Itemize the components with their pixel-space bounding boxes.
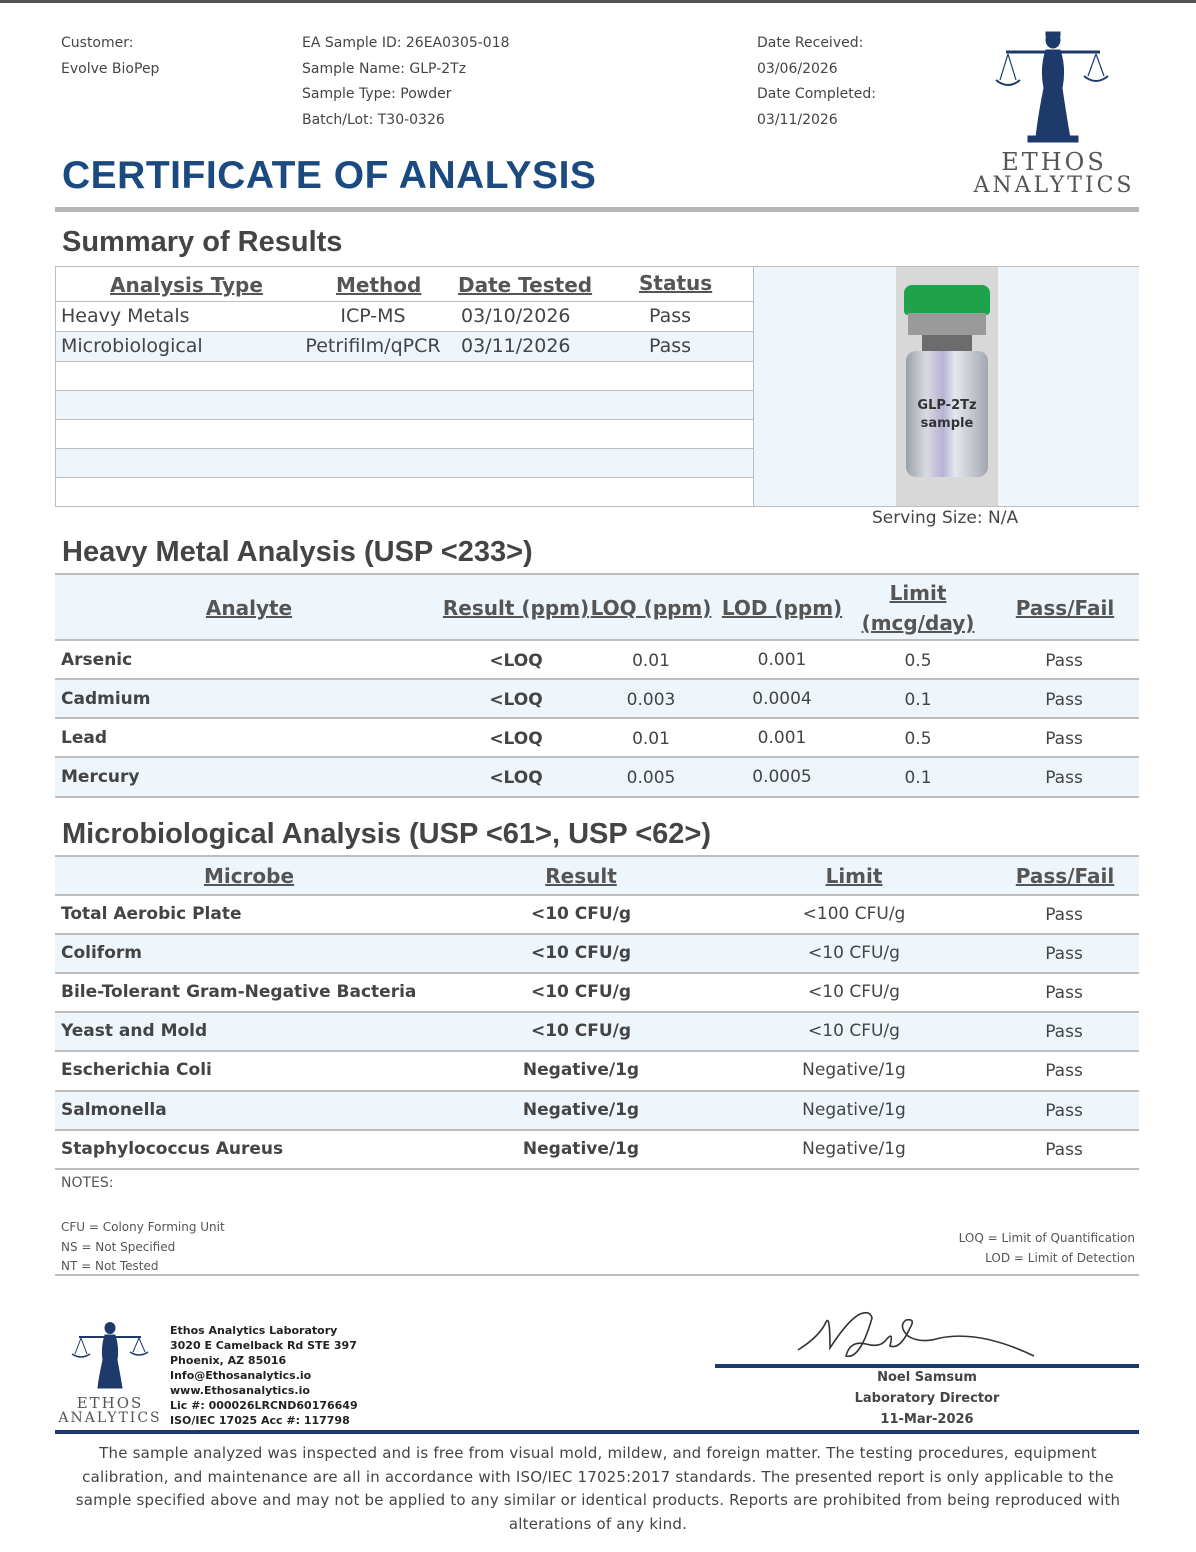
microbe-name: Coliform [61, 943, 142, 963]
footer-logo [55, 1320, 165, 1430]
pass-fail-cell: Pass [1045, 1140, 1083, 1160]
table-row [55, 974, 1139, 1013]
note-cfu: CFU = Colony Forming Unit [61, 1220, 225, 1234]
table-row [55, 641, 1139, 680]
lab-license: Lic #: 000026LRCND60176649 [170, 1399, 358, 1412]
summary-row [56, 302, 753, 332]
summary-heading: Summary of Results [62, 226, 343, 258]
result-cell: <10 CFU/g [530, 982, 632, 1002]
date-received: 03/06/2026 [757, 60, 838, 77]
result-cell: Negative/1g [522, 1060, 640, 1080]
pass-fail-cell: Pass [1045, 651, 1083, 671]
customer-block [61, 31, 159, 82]
pass-fail-cell: Pass [1045, 729, 1083, 749]
microbe-name: Bile-Tolerant Gram-Negative Bacteria [61, 982, 417, 1002]
loq-cell: 0.01 [632, 729, 670, 749]
lab-address-1: 3020 E Camelback Rd STE 397 [170, 1339, 357, 1352]
vial-label-line-2: sample [920, 416, 974, 431]
lod-cell: 0.0004 [752, 689, 812, 709]
col-lod: LOD (ppm) [721, 596, 843, 620]
table-row [55, 1052, 1139, 1092]
loq-cell: 0.005 [626, 768, 676, 788]
sample-photo [753, 267, 1139, 506]
result-cell: <LOQ [489, 729, 543, 749]
analyte-name: Arsenic [61, 650, 133, 670]
limit-cell: <10 CFU/g [808, 1021, 900, 1041]
lab-info [170, 1323, 358, 1428]
pass-fail-cell: Pass [1045, 1101, 1083, 1121]
serving-size: Serving Size: N/A [872, 508, 1019, 528]
vial-cap [904, 285, 990, 315]
date-received-label: Date Received: [757, 35, 864, 51]
loq-cell: 0.01 [632, 651, 670, 671]
customer-label: Customer: [61, 35, 134, 51]
footer-logo-line-2: ANALYTICS [58, 1410, 162, 1426]
analyte-name: Mercury [61, 767, 140, 787]
limit-cell: Negative/1g [802, 1100, 906, 1120]
sample-id: EA Sample ID: 26EA0305-018 [302, 35, 510, 51]
lab-address-2: Phoenix, AZ 85016 [170, 1354, 287, 1367]
col-result: Result (ppm) [442, 596, 590, 620]
vial-image [896, 267, 998, 506]
note-nt: NT = Not Tested [61, 1259, 159, 1273]
summary-empty-row [56, 420, 753, 449]
table-row [55, 896, 1139, 935]
pass-fail-cell: Pass [1045, 768, 1083, 788]
limit-cell: 0.1 [904, 690, 932, 710]
summary-table [55, 266, 1139, 507]
loq-cell: 0.003 [626, 690, 676, 710]
dates-block [757, 31, 876, 133]
justice-scale-icon [55, 1320, 165, 1392]
date-completed-label: Date Completed: [757, 86, 876, 102]
title-rule [55, 207, 1139, 212]
lod-cell: 0.001 [757, 650, 807, 670]
director-signature [790, 1300, 1050, 1368]
lab-website: www.Ethosanalytics.io [170, 1384, 310, 1397]
analyte-name: Cadmium [61, 689, 151, 709]
table-row [55, 1092, 1139, 1131]
sample-type: Sample Type: Powder [302, 86, 452, 102]
summary-cell: Petrifilm/qPCR [305, 335, 441, 357]
date-completed: 03/11/2026 [757, 111, 838, 128]
limit-cell: 0.5 [904, 729, 932, 749]
summary-empty-row [56, 362, 753, 391]
result-cell: <LOQ [489, 651, 543, 671]
summary-empty-row [56, 478, 753, 506]
notes-right [959, 1229, 1135, 1268]
heavy-metal-heading: Heavy Metal Analysis (USP <233>) [62, 536, 533, 568]
justice-scale-icon [968, 28, 1140, 146]
microbe-name: Yeast and Mold [61, 1021, 208, 1041]
note-ns: NS = Not Specified [61, 1239, 176, 1254]
result-cell: <10 CFU/g [530, 1021, 632, 1041]
table-row [55, 719, 1139, 758]
lab-iso: ISO/IEC 17025 Acc #: 117798 [170, 1414, 350, 1427]
micro-header-row [55, 857, 1139, 896]
micro-table [55, 855, 1139, 1170]
table-row [55, 1013, 1139, 1052]
col-loq: LOQ (ppm) [590, 596, 712, 620]
pass-fail-cell: Pass [1045, 905, 1083, 925]
logo-line-1: ETHOS [1001, 148, 1107, 176]
col-status: Status [639, 271, 713, 295]
col-date-tested: Date Tested [458, 273, 593, 297]
footer-rule [55, 1430, 1139, 1434]
vial-label [896, 397, 998, 433]
page-title: CERTIFICATE OF ANALYSIS [62, 154, 597, 197]
summary-empty-row [56, 449, 753, 478]
ethos-logo [968, 28, 1140, 200]
micro-heading: Microbiological Analysis (USP <61>, USP <62>) [62, 818, 712, 850]
summary-header-row [56, 267, 753, 302]
lab-email: Info@Ethosanalytics.io [170, 1369, 312, 1382]
limit-cell: 0.1 [904, 768, 932, 788]
col-limit: Limit [825, 864, 883, 888]
col-pass-fail: Pass/Fail [1015, 864, 1115, 888]
pass-fail-cell: Pass [1045, 983, 1083, 1003]
summary-cell: Pass [648, 335, 692, 357]
col-pass-fail: Pass/Fail [1015, 596, 1115, 620]
col-limit: Limit [889, 581, 947, 605]
notes-left [61, 1218, 225, 1277]
pass-fail-cell: Pass [1045, 1022, 1083, 1042]
summary-cell: Microbiological [61, 335, 203, 357]
signature-date: 11-Mar-2026 [880, 1412, 974, 1427]
col-analyte: Analyte [205, 596, 293, 620]
director-name: Noel Samsum [877, 1370, 977, 1385]
col-limit-unit: (mcg/day) [861, 611, 975, 635]
lod-cell: 0.001 [757, 728, 807, 748]
result-cell: <10 CFU/g [530, 943, 632, 963]
table-row [55, 1131, 1139, 1170]
vial-crimp [908, 313, 986, 335]
notes-rule [55, 1274, 1139, 1276]
result-cell: <10 CFU/g [530, 904, 632, 924]
result-cell: Negative/1g [522, 1139, 640, 1159]
lod-cell: 0.0005 [752, 767, 812, 787]
summary-cell: ICP-MS [340, 305, 406, 327]
pass-fail-cell: Pass [1045, 690, 1083, 710]
batch-lot: Batch/Lot: T30-0326 [302, 111, 445, 128]
customer-name: Evolve BioPep [61, 60, 160, 77]
logo-line-2: ANALYTICS [973, 173, 1135, 198]
disclaimer: The sample analyzed was inspected and is free from visual mold, mildew, and foreign matter. The testing procedures, equipment calibration, and maintenance are all in accordance with ISO/IEC 17025:2017 standards. The presented report is only applicable to the sample specified above and may not be applied to any similar or identical products. Reports are prohibited from being reproduced with alterations of any kind. [75, 1444, 1121, 1533]
limit-cell: Negative/1g [802, 1139, 906, 1159]
col-analysis-type: Analysis Type [110, 273, 263, 297]
result-cell: <LOQ [489, 690, 543, 710]
col-method: Method [336, 273, 422, 297]
director-role: Laboratory Director [854, 1391, 1000, 1406]
table-row [55, 935, 1139, 974]
summary-row [56, 332, 753, 362]
signature-block [715, 1367, 1139, 1430]
sample-block [302, 31, 510, 133]
limit-cell: 0.5 [904, 651, 932, 671]
analyte-name: Lead [61, 728, 108, 748]
microbe-name: Escherichia Coli [61, 1060, 212, 1080]
col-microbe: Microbe [203, 864, 295, 888]
limit-cell: Negative/1g [802, 1060, 906, 1080]
result-cell: Negative/1g [522, 1100, 640, 1120]
microbe-name: Staphylococcus Aureus [61, 1139, 284, 1159]
sample-name: Sample Name: GLP-2Tz [302, 60, 467, 77]
top-border [0, 0, 1196, 3]
result-cell: <LOQ [489, 768, 543, 788]
footer-logo-line-1: ETHOS [76, 1394, 144, 1412]
lab-name: Ethos Analytics Laboratory [170, 1324, 338, 1337]
table-row [55, 680, 1139, 719]
microbe-name: Salmonella [61, 1100, 167, 1120]
notes-label: NOTES: [61, 1175, 114, 1191]
note-loq: LOQ = Limit of Quantification [958, 1231, 1135, 1245]
heavy-metal-header-row [55, 575, 1139, 641]
limit-cell: <10 CFU/g [808, 982, 900, 1002]
col-result: Result [545, 864, 617, 888]
summary-cell: 03/11/2026 [461, 335, 571, 357]
heavy-metal-table [55, 573, 1139, 798]
summary-cell: Heavy Metals [61, 305, 190, 327]
pass-fail-cell: Pass [1045, 944, 1083, 964]
table-row [55, 758, 1139, 798]
summary-empty-row [56, 391, 753, 420]
pass-fail-cell: Pass [1045, 1061, 1083, 1081]
microbe-name: Total Aerobic Plate [61, 904, 242, 924]
limit-cell: <10 CFU/g [808, 943, 900, 963]
summary-cell: Pass [648, 305, 692, 327]
vial-label-line-1: GLP-2Tz [917, 398, 977, 413]
summary-cell: 03/10/2026 [461, 305, 571, 327]
limit-cell: <100 CFU/g [802, 904, 906, 924]
note-lod: LOD = Limit of Detection [985, 1250, 1135, 1265]
